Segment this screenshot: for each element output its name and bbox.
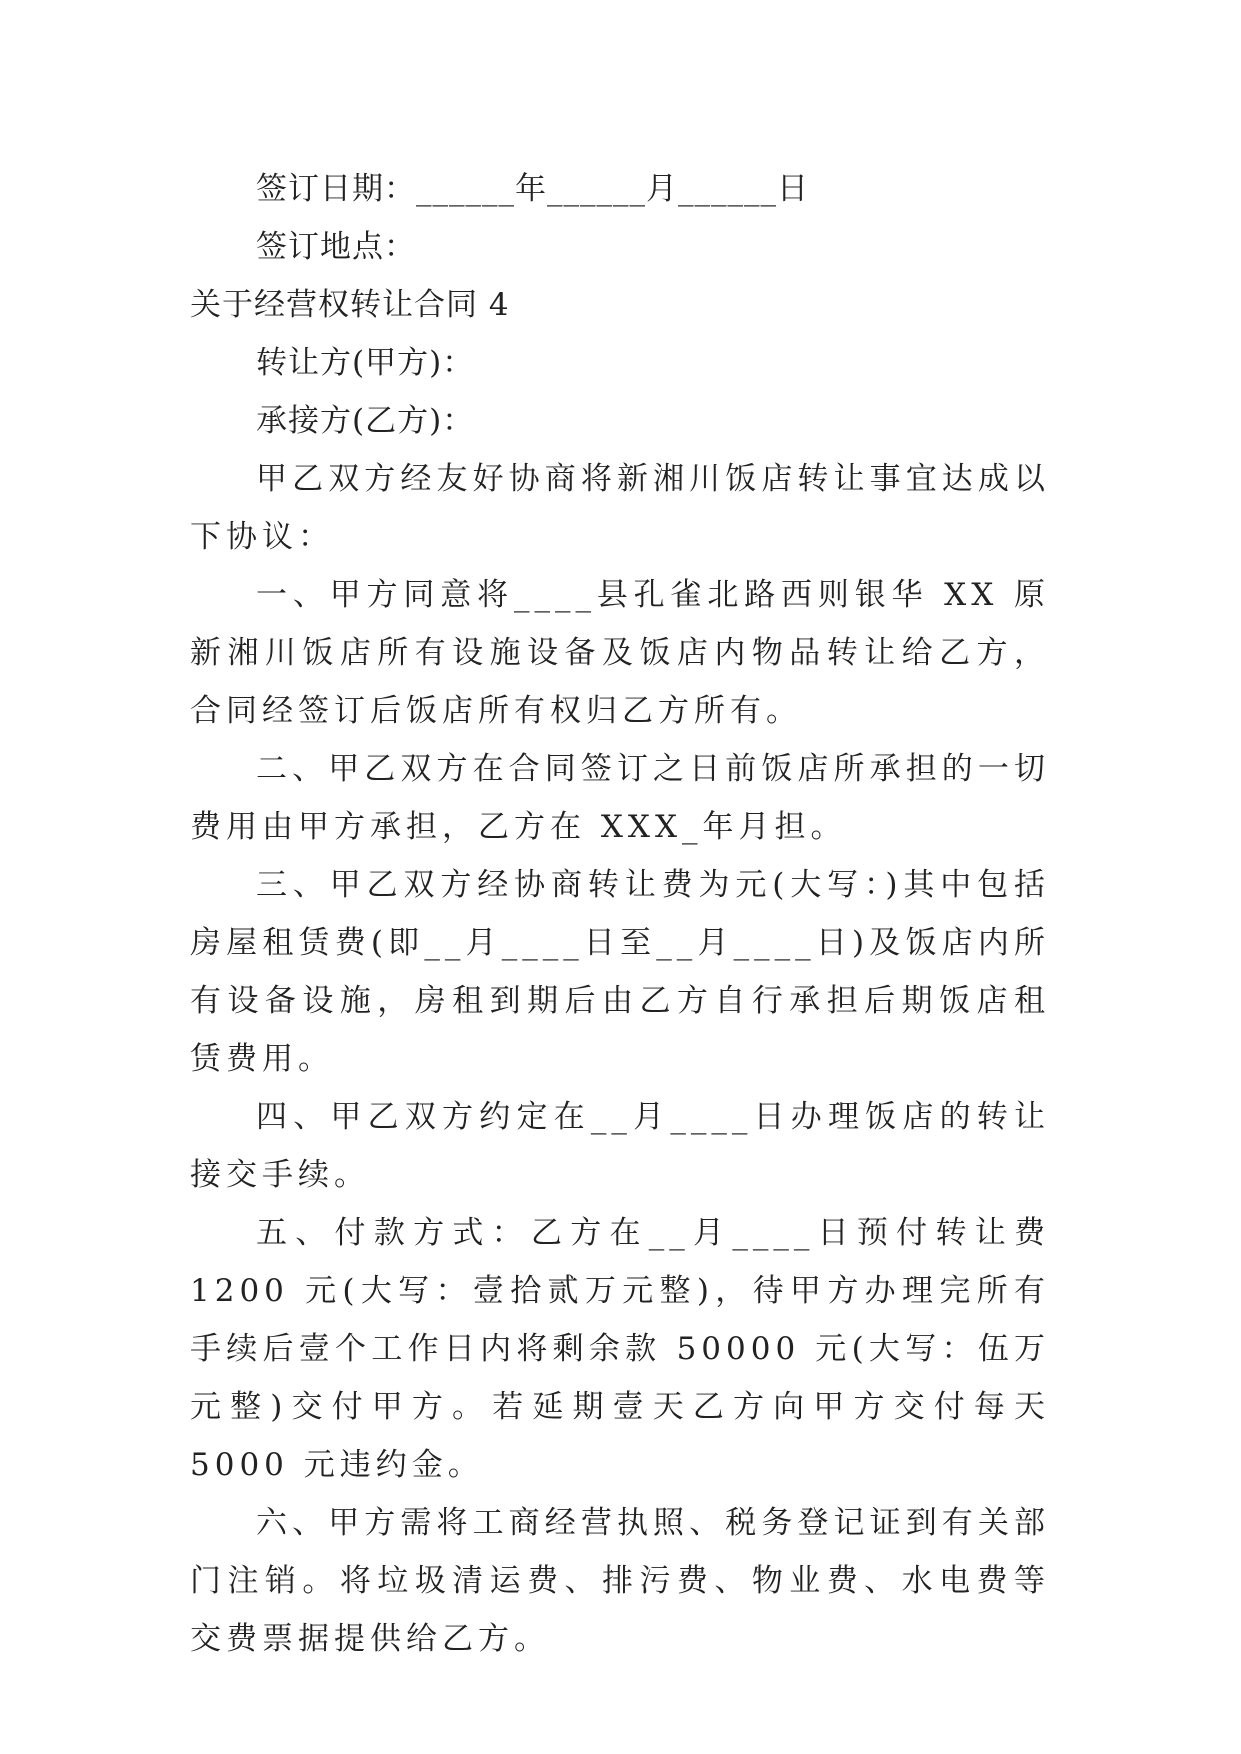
clause-2: 二、甲乙双方在合同签订之日前饭店所承担的一切费用由甲方承担，乙方在 XXX_年月担。 [190, 751, 1050, 845]
contract-title: 关于经营权转让合同 4 [190, 287, 510, 323]
transferee-line: 承接方(乙方)： [256, 403, 475, 439]
sign-place-line: 签订地点： [256, 229, 416, 265]
clause-6: 六、甲方需将工商经营执照、税务登记证到有关部门注销。将垃圾清运费、排污费、物业费、水电费等交费票据提供给乙方。 [190, 1505, 1050, 1657]
clause-5: 五、付款方式：乙方在__月____日预付转让费 1200 元(大写：壹拾贰万元整)，待甲方办理完所有手续后壹个工作日内将剩余款 50000 元(大写：伍万元整)交付甲方。若延期壹天乙方向甲方交付每天 5000 元违约金。 [190, 1215, 1050, 1483]
sign-date-line: 签订日期：______年______月______日 [256, 171, 809, 207]
document-body [190, 160, 1050, 1668]
clause-3: 三、甲乙双方经协商转让费为元(大写：)其中包括房屋租赁费(即__月____日至__月____日)及饭店内所有设备设施，房租到期后由乙方自行承担后期饭店租赁费用。 [190, 867, 1050, 1077]
clause-1: 一、甲方同意将____县孔雀北路西则银华 XX 原新湘川饭店所有设施设备及饭店内物品转让给乙方，合同经签订后饭店所有权归乙方所有。 [190, 577, 1050, 729]
intro-paragraph: 甲乙双方经友好协商将新湘川饭店转让事宜达成以下协议： [190, 461, 1050, 555]
clause-4: 四、甲乙双方约定在__月____日办理饭店的转让接交手续。 [190, 1099, 1050, 1193]
transferor-line: 转让方(甲方)： [256, 345, 475, 381]
